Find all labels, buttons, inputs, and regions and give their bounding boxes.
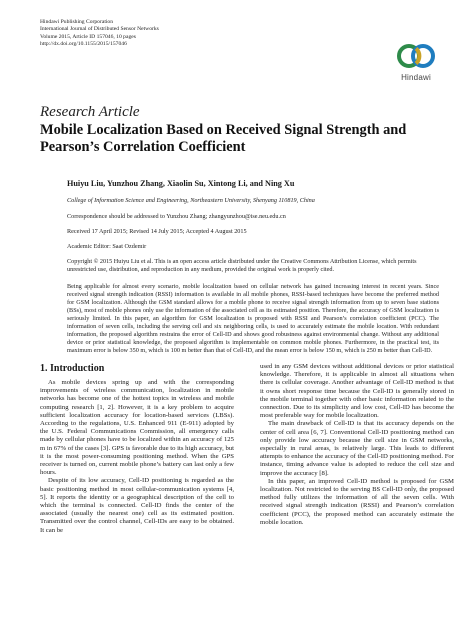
volume-line: Volume 2015, Article ID 157046, 10 pages xyxy=(40,33,136,40)
copyright-notice: Copyright © 2015 Huiyu Liu et al. This is an open access article distributed under the Creative Commons Attribution License, which permits unrestricted use, distribution, and reproduction in any medium, provided the original work is properly cited. xyxy=(67,258,417,273)
paragraph: used in any GSM devices without additional devices or prior statistical knowledge. Therefore, it is applicable in almost all situations when there is cellular coverage. Another advantage of Cell-ID method is that it owns short response time because the Cell-ID is generally stored in the mobile terminal together with other basic information related to the connection. Due to its simplicity and low cost, Cell-ID has become the most preferable way for mobile localization. xyxy=(260,363,454,420)
article-type: Research Article xyxy=(40,104,140,120)
publisher-line: Hindawi Publishing Corporation xyxy=(40,19,114,25)
hindawi-logo-icon xyxy=(396,40,436,72)
body-column-left xyxy=(40,379,234,535)
paragraph: The main drawback of Cell-ID is that its accuracy depends on the center of cell area [6, 7]. Conventional Cell-ID positioning method can only provide low accuracy because the cell size in GSM networks, especially in rural areas, is relatively large. This leads to different attempts to enhance the accuracy of the Cell-ID positioning method. For instance, timing advance value is adopted to reduce the cell size and improve the accuracy [8]. xyxy=(260,420,454,477)
abstract: Being applicable for almost every scenario, mobile localization based on cellular network has gained increasing interest in recent years. Since received signal strength indication (RSSI) information is available in all mobile phones, RSSI-based techniques have become the preferred method for GSM localization. Although the GSM standard allows for a mobile phone to receive signal strength information from up to seven base stations (BSs), most of mobile phones only use the information of the associated cell as its estimated position. Therefore, the accuracy of GSM localization is seriously limited. In this paper, an algorithm for GSM localization is proposed with RSSI and Pearson’s correlation coefficient (PCC). The information of seven cells, including the serving cell and six neighboring cells, is used to accurately estimate the mobile location. With redundant information, the proposed algorithm restrains the error of Cell-ID and shows good robustness against environmental change. Without any additional device or prior statistical knowledge, the proposed algorithm is implementable on common mobile phones. Furthermore, in the practical test, its maximum error is below 350 m, which is 100 m better than that of Cell-ID, and the mean error is below 150 m, which is 250 m better than Cell-ID. xyxy=(67,283,439,354)
paragraph: As mobile devices spring up and with the corresponding improvements of wireless communication, localization in mobile networks has become one of the hottest topics in wireless and mobile computing research [1, 2]. However, it is a key problem to acquire sufficient localization accuracy for location-based services (LBSs). According to the regulations, U.S. Enhanced 911 (E-911) adopted by the U.S. Federal Communications Commission, all emergency calls made by cellular phones have to be localized within an accuracy of 125 m in 67% of the cases [3]. GPS is favorable due to its high accuracy, but it is the most power-consuming positioning method. When the GPS receiver is turned on, current mobile phone’s battery can last only a few hours. xyxy=(40,379,234,477)
correspondence: Correspondence should be addressed to Yunzhou Zhang; zhangyunzhou@ise.neu.edu.cn xyxy=(67,213,286,220)
paragraph: Despite of its low accuracy, Cell-ID positioning is regarded as the basic positioning method in most cellular-communication systems [4, 5]. It reports the identity or a geographical description of the cell to which the terminal is connected. Cell-ID finds the center of the associated (usually the nearest one) cell as its estimated position. Transmitted over the control channel, Cell-IDs are easy to be obtained. It can be xyxy=(40,477,234,534)
author-list: Huiyu Liu, Yunzhou Zhang, Xiaolin Su, Xintong Li, and Ning Xu xyxy=(67,179,295,188)
body-column-right xyxy=(260,363,454,527)
doi-line: http://dx.doi.org/10.1155/2015/157046 xyxy=(40,41,127,48)
logo-text: Hindawi xyxy=(401,73,431,82)
section-heading: 1. Introduction xyxy=(40,363,105,374)
paragraph: In this paper, an improved Cell-ID method is proposed for GSM localization. Not restricted to the serving BS Cell-ID only, the proposed method fully utilizes the information of all the seven cells. With received signal strength indication (RSSI) and Pearson’s correlation coefficient (PCC), the proposed method can accurately estimate the mobile location. xyxy=(260,477,454,526)
hindawi-logo xyxy=(393,40,439,82)
publication-info xyxy=(40,19,159,49)
paper-title: Mobile Localization Based on Received Signal Strength and Pearson’s Correlation Coefficient xyxy=(40,122,407,155)
received-dates: Received 17 April 2015; Revised 14 July 2015; Accepted 4 August 2015 xyxy=(67,228,247,235)
academic-editor: Academic Editor: Saat Ozdemir xyxy=(67,243,147,250)
journal-line: International Journal of Distributed Sensor Networks xyxy=(40,26,159,33)
affiliation: College of Information Science and Engineering, Northeastern University, Shenyang 110819, China xyxy=(67,197,315,204)
